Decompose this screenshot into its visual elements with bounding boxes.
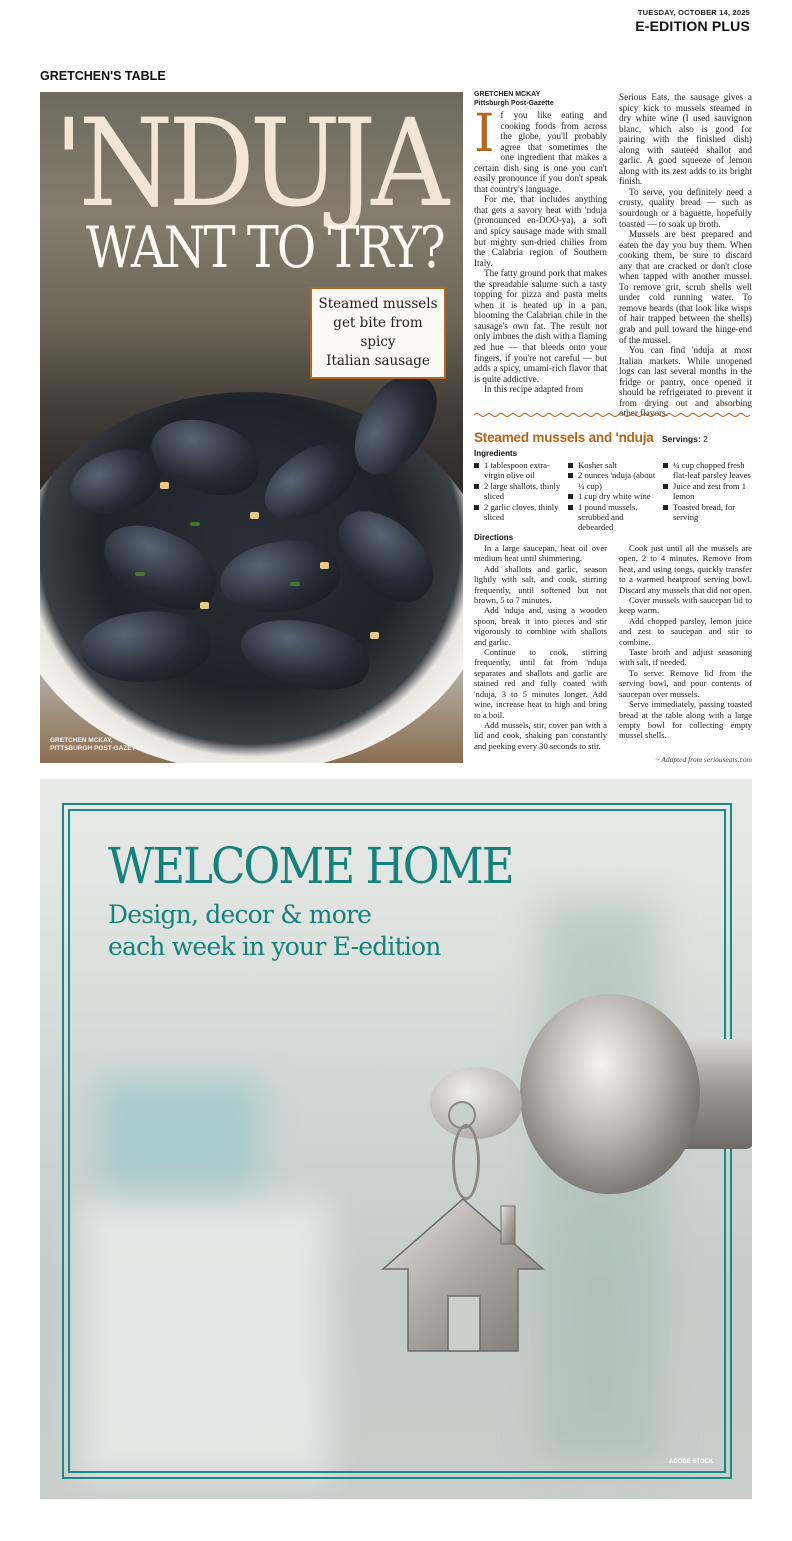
direction-step: Add mussels, stir, cover pan with a lid and cook, shaking pan constantly and peeking every 30 seconds to stir. [474,719,607,751]
promo-subtitle [108,899,441,963]
edition-name: E-EDITION PLUS [635,18,750,34]
ingredient-item: 1 tablespoon extra-virgin olive oil [474,460,564,481]
wavy-divider [474,411,752,419]
door-knob-icon [520,994,700,1194]
byline-name: GRETCHEN MCKAY [474,91,541,98]
headline-callout [310,287,446,379]
ingredient-item: Toasted bread, for serving [663,502,753,523]
directions-column-2 [619,543,752,741]
promo-subtitle-line: each week in your E-edition [108,932,441,961]
photo-credit-outlet: PITTSBURGH POST-GAZETTE [50,745,144,752]
article-paragraph: For me, that includes anything that gets a savory heat with 'nduja (pronounced en-DOO-ya), a soft and spicy sausage made with small but mighty sun-dried chilies from the Calabria region of Southern Italy. [474,194,607,268]
article-paragraph: Serious Eats, the sausage gives a spicy kick to mussels steamed in dry white wine (I used sauvignon blanc, which also is good for pairing with the finished dish) along with sauteed shallot and garlic. A good squeeze of lemon along with its zest adds to its bright finish. [619,92,752,187]
ingredient-item: ¼ cup chopped fresh flat-leaf parsley leaves [663,460,753,481]
ingredients-column-2 [568,460,658,533]
article-paragraph: Mussels are best prepared and eaten the day you buy them. When cooking them, be sure to discard any that are cracked or don't close when tapped with another mussel. To remove grit, scrub shells well under cold running water. To remove beards (that look like wisps of hair trapped between the shells) grab and pull toward the hinge-end of the mussel. [619,229,752,345]
direction-step: In a large saucepan, heat oil over medium heat until shimmering. [474,543,607,564]
issue-date: TUESDAY, OCTOBER 14, 2025 [637,8,750,17]
dropcap: I [474,104,495,164]
photo-credit-name: GRETCHEN MCKAY, [50,737,113,744]
headline: 'NDUJA [54,93,445,234]
directions-column-1 [474,543,607,751]
servings-value: 2 [703,434,708,444]
ingredient-item: 1 cup dry white wine [568,491,658,501]
ingredient-item: Juice and zest from 1 lemon [663,481,753,502]
key-icon [430,1067,522,1139]
shallot-fleck [160,482,169,489]
direction-step: Add 'nduja and, using a wooden spoon, break it into pieces and stir vigorously to combine with shallots and garlic. [474,605,607,647]
ingredient-item: 2 large shallots, thinly sliced [474,481,564,502]
shallot-fleck [200,602,209,609]
direction-step: Serve immediately, passing toasted bread at the table along with a large empty bowl for collecting empty mussel shells. [619,699,752,741]
callout-line: Steamed mussels [318,296,438,312]
house-keychain-icon [378,1191,548,1361]
article-paragraph [474,104,607,194]
direction-step: Taste broth and adjust seasoning with salt, if needed. [619,647,752,668]
direction-step: Add shallots and garlic, season lightly with salt, and cook, stirring frequently, until softened but not brown, 5 to 7 minutes. [474,563,607,606]
article-column-2 [619,92,752,419]
keyring-icon [452,1124,480,1200]
ingredients-column-3 [663,460,753,522]
promo-subtitle-line: Design, decor & more [108,900,372,929]
welcome-home-promo[interactable] [40,779,752,1499]
ingredient-item: 2 garlic cloves, thinly sliced [474,502,564,523]
ingredients-heading: Ingredients [474,449,518,458]
direction-step: Add chopped parsley, lemon juice and zest to saucepan and stir to combine. [619,615,752,647]
parsley-fleck [135,572,145,576]
shallot-fleck [370,632,379,639]
ingredient-item: Kosher salt [568,460,658,470]
article-column-1 [474,104,607,395]
shallot-fleck [250,512,259,519]
parsley-fleck [290,582,300,586]
article-paragraph: You can find 'nduja at most Italian markets. While unopened logs can last several months in the fridge or pantry, once opened it should be refrigerated to prevent it from drying out and absorbing other flavors. [619,345,752,419]
article-paragraph-text: f you like eating and cooking foods from across the globe, you'll probably agree that sometimes the one ingredient that makes a certain dish sing is one you can't easily pronounce if you don't speak that country's language. [474,110,607,194]
ingredient-item: 2 ounces 'nduja (about ¼ cup) [568,470,658,491]
parsley-fleck [190,522,200,526]
recipe-source-credit: ~ Adapted from seriouseats.com [655,755,752,764]
article-paragraph: To serve, you definitely need a crusty, quality bread — such as sourdough or a baguette, hopefully toasted — to soak up broth. [619,186,752,229]
servings-label: Servings: [662,434,701,444]
recipe-title: Steamed mussels and 'nduja [474,430,654,445]
recipe-servings [662,434,708,444]
directions-heading: Directions [474,533,514,542]
article-paragraph: The fatty ground pork that makes the spreadable salume such a tasty topping for pizza and pasta melts when it is heated up in a pan, blooming the Calabrian chile in the sausage's own fat. The result not only imbues the dish with a flaming red hue — that bleeds onto your fingers, if you're not careful — but adds a spicy, umami-rich flavor that is quite addictive. [474,268,607,384]
ingredient-item: 1 pound mussels, scrubbed and debearded [568,502,658,533]
article-paragraph: In this recipe adapted from [484,384,583,395]
direction-step: Cook just until all the mussels are open, 2 to 4 minutes. Remove from heat, and using tongs, quickly transfer to a warmed heatproof serving bowl. Discard any mussels that did not open. [619,543,752,595]
subheadline: WANT TO TRY? [86,215,444,282]
ingredients-column-1 [474,460,564,522]
image-credit: ADOBE STOCK [669,1459,714,1465]
promo-title: WELCOME HOME [108,837,513,896]
shallot-fleck [320,562,329,569]
photo-credit [50,737,144,753]
direction-step: Continue to cook, stirring frequently, until fat from 'nduja separates and shallots and garlic are stained red and fully coated with 'nduja, 3 to 5 minutes longer. Add wine, increase heat to high and bring to a boil. [474,647,607,720]
section-label: GRETCHEN'S TABLE [40,69,166,83]
hero-photo [40,92,463,763]
callout-line: get bite from spicy [333,315,423,350]
direction-step: Cover mussels with saucepan lid to keep warm. [619,595,752,616]
byline-outlet: Pittsburgh Post-Gazette [474,100,554,107]
masthead [635,8,750,34]
direction-step: To serve: Remove lid from the serving bowl, and pour contents of saucepan over mussels. [619,667,752,699]
callout-line: Italian sausage [326,353,430,369]
